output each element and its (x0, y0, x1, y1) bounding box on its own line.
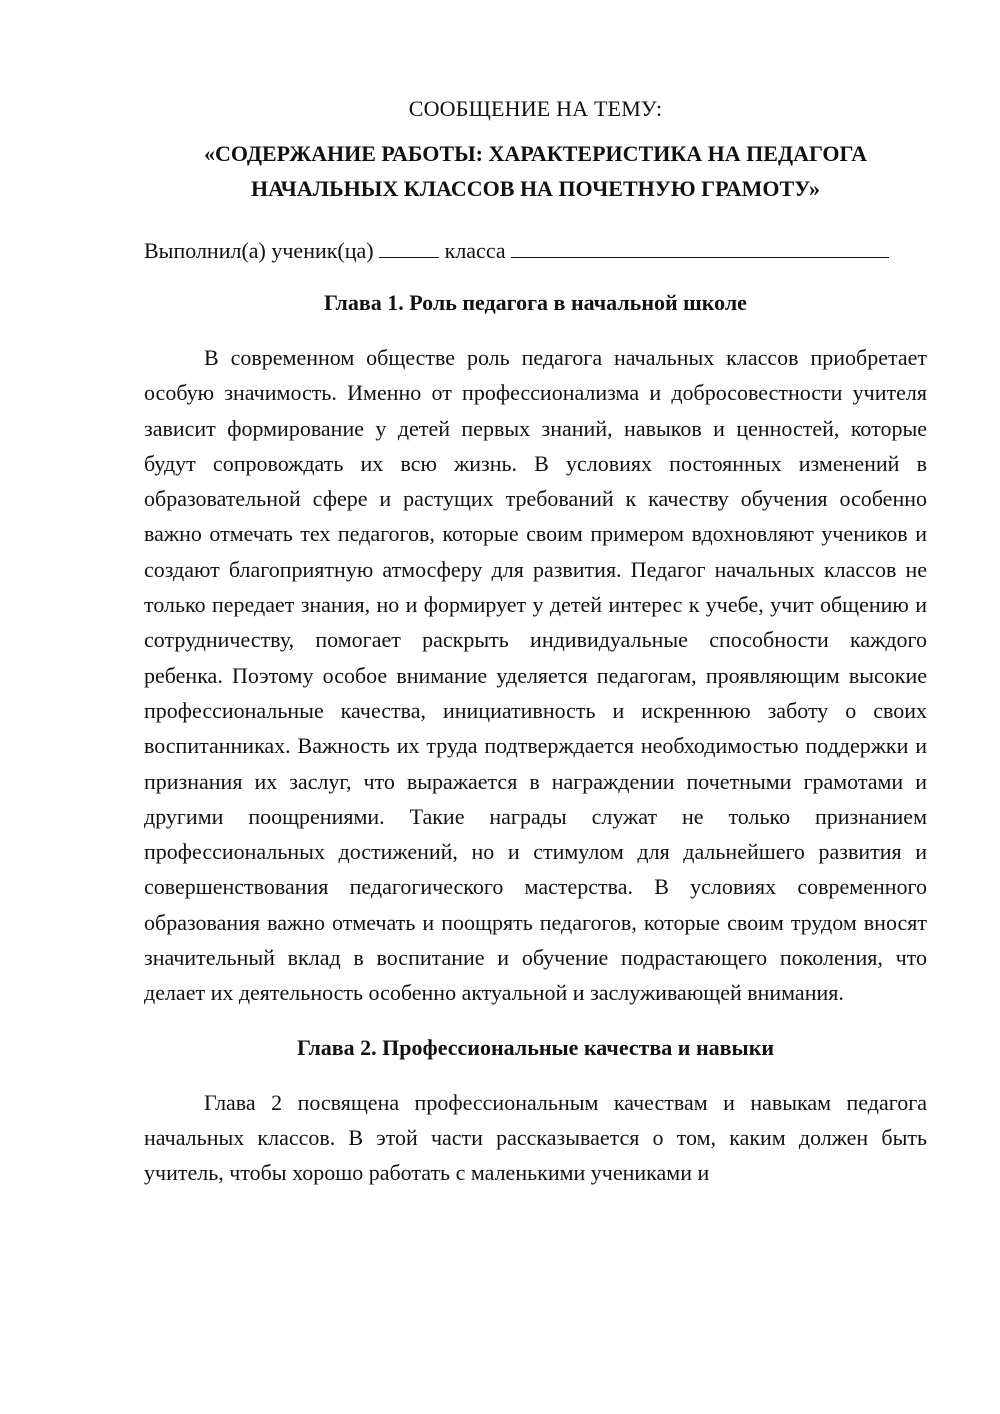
chapter-2-paragraph: Глава 2 посвящена профессиональным качествам и навыкам педагога начальных классов. В этой части рассказывается о том, каким должен быть учитель, чтобы хорошо работать с маленькими учениками и (144, 1089, 927, 1186)
class-number-blank (379, 235, 439, 258)
author-class-word: класса (444, 238, 506, 263)
chapter-1-paragraph: В современном обществе роль педагога начальных классов приобретает особую значимость. Именно от профессионализма и добросовестности учителя зависит формирование у детей первых знаний, навыков и ценностей, которые будут сопровождать их всю жизнь. В условиях постоянных изменений в образовательной сфере и растущих требований к качеству обучения особенно важно отмечать тех педагогов, которые своим примером вдохновляют учеников и создают благоприятную атмосферу для развития. Педагог начальных классов не только передает знания, но и формирует у детей интерес к учебе, учит общению и сотрудничеству, помогает раскрыть индивидуальные способности каждого ребенка. Поэтому особое внимание уделяется педагогам, проявляющим высокие профессиональные качества, инициативность и искреннюю заботу о своих воспитанниках. Важность их труда подтверждается необходимостью поддержки и признания их заслуг, что выражается в награждении почетными грамотами и другими поощрениями. Такие награды служат не только признанием профессиональных достижений, но и стимулом для дальнейшего развития и совершенствования педагогического мастерства. В условиях современного образования важно отмечать и поощрять педагогов, которые своим трудом вносят значительный вклад в воспитание и обучение подрастающего поколения, что делает их деятельность особенно актуальной и заслуживающей внимания. (144, 345, 927, 1006)
author-line (144, 234, 927, 268)
document-title (144, 136, 927, 206)
document-title-line-1: «СОДЕРЖАНИЕ РАБОТЫ: ХАРАКТЕРИСТИКА НА ПЕДАГОГА (203, 141, 868, 166)
chapter-2-heading: Глава 2. Профессиональные качества и навыки (296, 1034, 775, 1060)
author-prefix: Выполнил(а) ученик(ца) (144, 238, 374, 263)
document-content (144, 92, 927, 1191)
document-title-line-2: НАЧАЛЬНЫХ КЛАССОВ НА ПОЧЕТНУЮ ГРАМОТУ» (251, 176, 820, 201)
document-label: СООБЩЕНИЕ НА ТЕМУ: (408, 96, 663, 121)
chapter-1-heading: Глава 1. Роль педагога в начальной школе (324, 290, 747, 315)
author-name-blank (511, 235, 889, 258)
